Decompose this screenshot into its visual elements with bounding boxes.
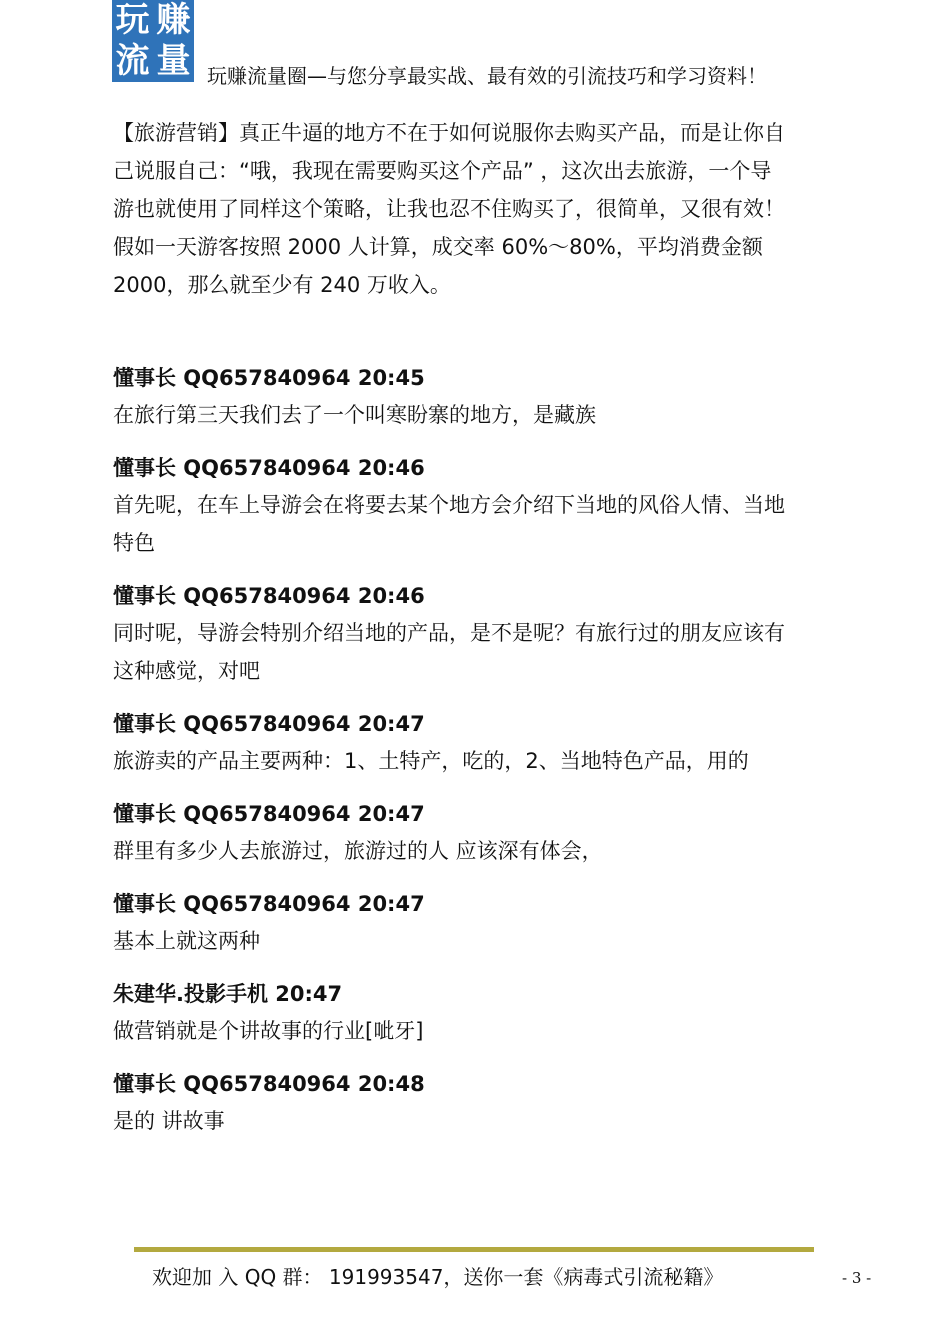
intro-line: 己说服自己：“哦，我现在需要购买这个产品” ，这次出去旅游，一个导 [113, 159, 772, 183]
footer-divider [134, 1247, 814, 1252]
message-text: 基本上就这两种 [113, 929, 260, 953]
message-text: 在旅行第三天我们去了一个叫寒盼寨的地方，是藏族 [113, 403, 596, 427]
message-text: 做营销就是个讲故事的行业[呲牙] [113, 1019, 424, 1043]
message-sender: 懂事长 QQ657840964 20:48 [113, 1072, 425, 1096]
message-sender: 懂事长 QQ657840964 20:47 [113, 892, 425, 916]
message-sender: 懂事长 QQ657840964 20:46 [113, 584, 425, 608]
intro-line: 2000，那么就至少有 240 万收入。 [113, 273, 451, 297]
message-text: 首先呢，在车上导游会在将要去某个地方会介绍下当地的风俗人情、当地 [113, 493, 785, 517]
logo-char: 玩 [115, 0, 150, 40]
message-text: 这种感觉，对吧 [113, 659, 260, 683]
message-sender: 懂事长 QQ657840964 20:46 [113, 456, 425, 480]
site-logo [112, 0, 194, 82]
chat-log [113, 360, 837, 1156]
page-number: - 3 - [842, 1269, 872, 1287]
message-sender: 懂事长 QQ657840964 20:47 [113, 712, 425, 736]
message-text: 群里有多少人去旅游过，旅游过的人 应该深有体会， [113, 839, 603, 863]
chat-message [113, 360, 837, 434]
logo-char: 量 [156, 41, 191, 81]
chat-message [113, 706, 837, 780]
chat-message [113, 1066, 837, 1140]
chat-message [113, 450, 837, 562]
message-sender: 懂事长 QQ657840964 20:45 [113, 366, 425, 390]
intro-paragraph [113, 114, 837, 304]
logo-char: 流 [115, 41, 150, 81]
intro-line: 游也就使用了同样这个策略，让我也忍不住购买了，很简单，又很有效！ [113, 197, 785, 221]
chat-message [113, 976, 837, 1050]
logo-char: 赚 [156, 0, 191, 40]
chat-message [113, 578, 837, 690]
message-text: 同时呢，导游会特别介绍当地的产品，是不是呢？有旅行过的朋友应该有 [113, 621, 785, 645]
chat-message [113, 796, 837, 870]
footer-text: 欢迎加 入 QQ 群： 191993547，送你一套《病毒式引流秘籍》 [152, 1265, 724, 1289]
intro-line: 【旅游营销】真正牛逼的地方不在于如何说服你去购买产品，而是让你自 [113, 121, 785, 145]
header-tagline: 玩赚流量圈—与您分享最实战、最有效的引流技巧和学习资料！ [207, 64, 767, 88]
message-text: 是的 讲故事 [113, 1109, 225, 1133]
message-sender: 懂事长 QQ657840964 20:47 [113, 802, 425, 826]
chat-message [113, 886, 837, 960]
message-sender: 朱建华.投影手机 20:47 [113, 982, 343, 1006]
message-text: 特色 [113, 531, 155, 555]
message-text: 旅游卖的产品主要两种：1、土特产，吃的，2、当地特色产品，用的 [113, 749, 749, 773]
intro-line: 假如一天游客按照 2000 人计算，成交率 60%～80%，平均消费金额 [113, 235, 763, 259]
